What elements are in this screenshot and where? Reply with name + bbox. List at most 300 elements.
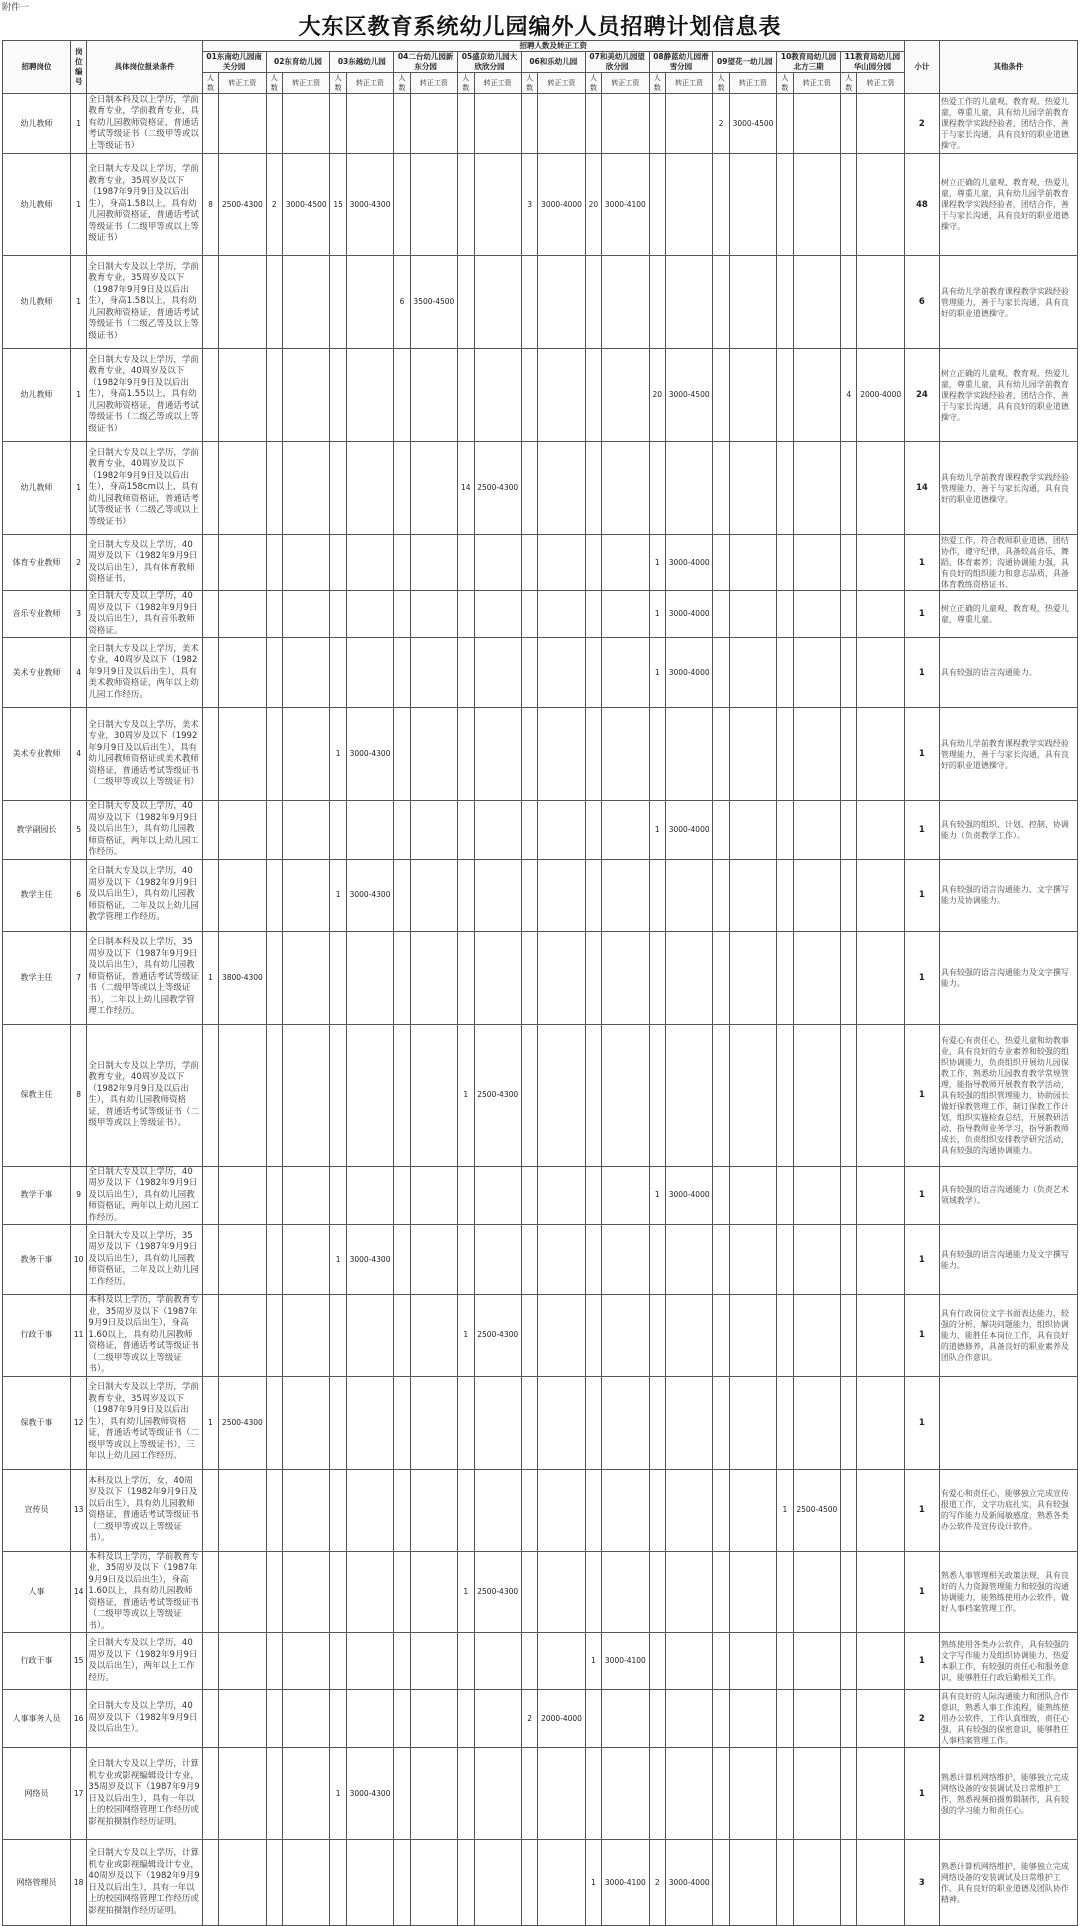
count-cell — [521, 801, 537, 860]
other-cell: 具有幼儿学前教育课程教学实践经验管理能力，善于与家长沟通，具有良好的职业道德操守。 — [939, 708, 1077, 801]
salary-cell — [729, 1024, 776, 1166]
table-row — [3, 1551, 1078, 1633]
salary-cell — [729, 256, 776, 349]
count-cell: 1 — [330, 1225, 346, 1295]
salary-cell — [410, 94, 457, 154]
salary-cell — [410, 442, 457, 535]
subtotal-cell: 1 — [904, 801, 939, 860]
requirements-cell: 全日制大专及以上学历，40周岁及以下（1982年9月9日及以后出生），具有音乐教师资格证。 — [87, 591, 202, 638]
count-cell — [585, 1166, 601, 1225]
salary-cell — [410, 591, 457, 638]
header-salary: 转正工资 — [474, 73, 521, 94]
count-cell — [521, 1748, 537, 1840]
count-cell — [585, 1376, 601, 1469]
count-cell: 1 — [649, 591, 665, 638]
count-cell — [330, 1633, 346, 1690]
count-cell — [458, 1690, 474, 1748]
count-cell — [521, 94, 537, 154]
count-cell — [266, 859, 282, 931]
position-cell: 幼儿教师 — [3, 349, 71, 442]
requirements-cell: 全日制大专及以上学历，美术专业，40周岁及以下（1982年9月9日及以后出生），具有美术教师资格证，两年以上幼儿园工作经历。 — [87, 638, 202, 708]
salary-cell — [793, 1633, 840, 1690]
count-cell — [202, 859, 218, 931]
count-cell — [202, 801, 218, 860]
recruitment-table — [2, 40, 1078, 1926]
subtotal-cell: 1 — [904, 1225, 939, 1295]
salary-cell — [346, 1840, 393, 1926]
count-cell — [330, 1840, 346, 1926]
header-subtotal: 小计 — [904, 41, 939, 94]
salary-cell — [474, 535, 521, 591]
salary-cell — [793, 1690, 840, 1748]
salary-cell — [857, 535, 904, 591]
salary-cell: 3000-4100 — [602, 1840, 649, 1926]
count-cell — [777, 1225, 793, 1295]
salary-cell — [283, 859, 330, 931]
count-cell — [394, 1225, 410, 1295]
salary-cell — [793, 535, 840, 591]
count-cell — [777, 1690, 793, 1748]
count-cell — [521, 535, 537, 591]
salary-cell — [793, 708, 840, 801]
table-row — [3, 708, 1078, 801]
count-cell — [330, 535, 346, 591]
salary-cell — [219, 1748, 266, 1840]
count-cell — [394, 638, 410, 708]
other-cell: 树立正确的儿童观、教育观，热爱儿童，尊重儿童。 — [939, 591, 1077, 638]
requirements-cell: 全日制大专及以上学历，学前教育专业，40周岁及以下（1982年9月9日及以后出生），身高1.55以上，具有幼儿园教师资格证，普通话考试等级证书（二级乙等或以上等级证书） — [87, 349, 202, 442]
salary-cell — [410, 931, 457, 1024]
code-cell: 12 — [70, 1376, 86, 1469]
salary-cell: 3000-4300 — [346, 1225, 393, 1295]
count-cell: 1 — [202, 931, 218, 1024]
salary-cell — [793, 442, 840, 535]
salary-cell — [729, 442, 776, 535]
other-cell: 热爱工作，符合教师职业道德，团结协作，遵守纪律，具备较高音乐、舞蹈、体育素养；沟通协调能力强，具有良好的组织能力和意志品质，具备体育教练资格证书。 — [939, 535, 1077, 591]
code-cell: 5 — [70, 801, 86, 860]
count-cell — [777, 1551, 793, 1633]
salary-cell — [410, 1748, 457, 1840]
header-count: 人数 — [777, 73, 793, 94]
count-cell — [266, 1551, 282, 1633]
salary-cell — [793, 1840, 840, 1926]
count-cell — [841, 1024, 857, 1166]
salary-cell — [219, 1225, 266, 1295]
header-salary: 转正工资 — [219, 73, 266, 94]
other-cell: 有爱心和责任心，能够独立完成宣传报道工作，文字功底扎实，具有较强的写作能力及新闻敏感度，熟悉各类办公软件及宣传设计软件。 — [939, 1469, 1077, 1551]
count-cell — [841, 708, 857, 801]
salary-cell — [729, 1469, 776, 1551]
header-kindergarten: 02东育幼儿园 — [266, 52, 330, 73]
count-cell — [713, 801, 729, 860]
count-cell: 2 — [649, 1840, 665, 1926]
header-count: 人数 — [649, 73, 665, 94]
subtotal-cell: 1 — [904, 591, 939, 638]
count-cell — [841, 1225, 857, 1295]
count-cell — [521, 638, 537, 708]
count-cell — [458, 94, 474, 154]
count-cell — [394, 349, 410, 442]
other-cell: 具有行政岗位文字书面表达能力，较强的分析、解决问题能力，组织协调能力，能胜任本岗位工作，具有良好的道德修养，具备良好的职业素养及团队合作意识。 — [939, 1295, 1077, 1377]
count-cell — [202, 591, 218, 638]
salary-cell: 2500-4300 — [474, 1551, 521, 1633]
salary-cell — [283, 535, 330, 591]
salary-cell — [666, 931, 713, 1024]
count-cell: 2 — [521, 1690, 537, 1748]
salary-cell: 3000-4100 — [602, 154, 649, 256]
table-row — [3, 1024, 1078, 1166]
count-cell — [841, 931, 857, 1024]
requirements-cell: 全日制大专及以上学历，美术专业，30周岁及以下（1992年9月9日及以后出生），具有幼儿园教师资格证或美术教师资格证，普通话考试等级证书（二级甲等或以上等级证书） — [87, 708, 202, 801]
count-cell: 6 — [394, 256, 410, 349]
requirements-cell: 全日制本科及以上学历，学前教育专业，学前教育专业，具有幼儿园教师资格证，普通话考试等级证书（二级甲等或以上等级证书） — [87, 94, 202, 154]
salary-cell — [474, 591, 521, 638]
salary-cell — [793, 1024, 840, 1166]
requirements-cell: 全日制大专及以上学历，学前教育专业，35周岁及以下（1987年9月9日及以后出生），具有幼儿园教师资格证，普通话考试等级证书（二级甲等或以上等级证书），三年以上幼儿园工作经历。 — [87, 1376, 202, 1469]
count-cell: 8 — [202, 154, 218, 256]
salary-cell — [283, 1690, 330, 1748]
salary-cell — [857, 931, 904, 1024]
count-cell — [458, 1166, 474, 1225]
count-cell — [266, 931, 282, 1024]
code-cell: 4 — [70, 638, 86, 708]
salary-cell — [474, 1748, 521, 1840]
salary-cell — [857, 1376, 904, 1469]
salary-cell: 3000-4300 — [346, 859, 393, 931]
count-cell — [458, 349, 474, 442]
salary-cell — [857, 638, 904, 708]
count-cell — [841, 1748, 857, 1840]
count-cell — [585, 1225, 601, 1295]
count-cell — [585, 708, 601, 801]
salary-cell — [283, 1225, 330, 1295]
salary-cell — [793, 1551, 840, 1633]
position-cell: 幼儿教师 — [3, 154, 71, 256]
subtotal-cell: 2 — [904, 94, 939, 154]
salary-cell — [538, 1469, 585, 1551]
count-cell — [713, 1469, 729, 1551]
salary-cell — [666, 708, 713, 801]
salary-cell — [283, 349, 330, 442]
count-cell — [458, 1469, 474, 1551]
code-cell: 15 — [70, 1633, 86, 1690]
salary-cell — [283, 1633, 330, 1690]
count-cell: 1 — [777, 1469, 793, 1551]
salary-cell — [219, 859, 266, 931]
count-cell — [202, 708, 218, 801]
salary-cell: 3000-4000 — [538, 154, 585, 256]
salary-cell — [410, 1376, 457, 1469]
salary-cell — [538, 535, 585, 591]
code-cell: 8 — [70, 1024, 86, 1166]
count-cell — [777, 931, 793, 1024]
count-cell — [330, 1024, 346, 1166]
salary-cell — [410, 859, 457, 931]
salary-cell — [474, 801, 521, 860]
count-cell — [585, 535, 601, 591]
subtotal-cell: 1 — [904, 1551, 939, 1633]
salary-cell — [346, 1295, 393, 1377]
other-cell: 树立正确的儿童观、教育观，热爱儿童，尊重儿童，具有幼儿园学前教育课程教学实践经验者，团结合作，善于与家长沟通，具有良好的职业道德操守。 — [939, 349, 1077, 442]
count-cell — [202, 349, 218, 442]
salary-cell — [474, 638, 521, 708]
salary-cell — [410, 349, 457, 442]
count-cell — [777, 638, 793, 708]
salary-cell — [666, 256, 713, 349]
salary-cell — [219, 1840, 266, 1926]
count-cell — [521, 1166, 537, 1225]
header-count: 人数 — [585, 73, 601, 94]
position-cell: 网络管理员 — [3, 1840, 71, 1926]
other-cell: 具有较强的语言沟通能力。 — [939, 638, 1077, 708]
header-kindergarten: 09望花一幼儿园 — [713, 52, 777, 73]
table-row — [3, 1376, 1078, 1469]
salary-cell: 2500-4300 — [219, 1376, 266, 1469]
count-cell — [841, 1690, 857, 1748]
salary-cell — [283, 1166, 330, 1225]
count-cell — [777, 1748, 793, 1840]
salary-cell — [666, 94, 713, 154]
salary-cell — [729, 1633, 776, 1690]
requirements-cell: 全日制本科及以上学历，35周岁及以下（1987年9月9日及以后出生），具有幼儿园教师资格证，普通话考试等级证书（二级甲等或以上等级证书），二年以上幼儿园教学管理工作经历。 — [87, 931, 202, 1024]
count-cell — [841, 1295, 857, 1377]
count-cell — [713, 1225, 729, 1295]
salary-cell — [729, 638, 776, 708]
count-cell — [458, 931, 474, 1024]
requirements-cell: 全日制大专及以上学历，计算机专业或影视编辑设计专业，40周岁及以下（1982年9月9日及以后出生），具有一年以上的校园网络管理工作经历或影视拍摄制作经历证明。 — [87, 1840, 202, 1926]
count-cell — [394, 1748, 410, 1840]
salary-cell — [346, 256, 393, 349]
count-cell — [266, 1225, 282, 1295]
attachment-label: 附件一 — [2, 3, 30, 13]
salary-cell — [729, 349, 776, 442]
count-cell — [777, 349, 793, 442]
other-cell: 有爱心有责任心，热爱儿童和幼教事业，具有良好的专业素养和较强的组织协调能力，负责组织开展幼儿园保教工作，熟悉幼儿园教育教学常规管理，能指导教师开展教育教学活动，具有较强的组织管理能力，协助园长做好保教管理工作，制订保教工作计划，组织实施检查总结，开展教研活动，指导教师业务学习，指导新教师成长，负责组织安排教学研究活动，具有较强的沟通协调能力。 — [939, 1024, 1077, 1166]
salary-cell — [283, 638, 330, 708]
salary-cell — [474, 1690, 521, 1748]
requirements-cell: 全日制大专及以上学历，学前教育专业，35周岁及以下（1987年9月9日及以后出生），身高1.58以上，具有幼儿园教师资格证，普通话考试等级证书（二级乙等及以上等级证书） — [87, 256, 202, 349]
salary-cell — [793, 859, 840, 931]
count-cell — [266, 1295, 282, 1377]
position-cell: 网络员 — [3, 1748, 71, 1840]
count-cell — [713, 1376, 729, 1469]
salary-cell — [729, 708, 776, 801]
salary-cell — [410, 1633, 457, 1690]
salary-cell — [729, 154, 776, 256]
other-cell: 热爱工作的儿童观、教育观，热爱儿童，尊重儿童，具有幼儿园学前教育课程教学实践经验者，团结合作，善于与家长沟通，具有良好的职业道德操守。 — [939, 94, 1077, 154]
salary-cell — [219, 1633, 266, 1690]
count-cell — [394, 154, 410, 256]
salary-cell — [283, 442, 330, 535]
code-cell: 1 — [70, 256, 86, 349]
count-cell — [394, 801, 410, 860]
salary-cell — [793, 1295, 840, 1377]
subtotal-cell: 1 — [904, 859, 939, 931]
count-cell — [266, 591, 282, 638]
count-cell — [266, 638, 282, 708]
salary-cell — [857, 1840, 904, 1926]
subtotal-cell: 2 — [904, 1690, 939, 1748]
count-cell — [585, 442, 601, 535]
header-kindergarten: 11教育局幼儿园华山园分园 — [841, 52, 905, 73]
header-kindergarten: 05盛京幼儿园大欣欣分园 — [458, 52, 522, 73]
count-cell: 1 — [649, 638, 665, 708]
salary-cell — [602, 1295, 649, 1377]
position-cell: 保教主任 — [3, 1024, 71, 1166]
salary-cell — [729, 1840, 776, 1926]
count-cell — [521, 256, 537, 349]
salary-cell — [538, 94, 585, 154]
salary-cell — [219, 256, 266, 349]
position-cell: 体育专业教师 — [3, 535, 71, 591]
salary-cell — [219, 1551, 266, 1633]
position-cell: 美术专业教师 — [3, 708, 71, 801]
count-cell — [458, 859, 474, 931]
salary-cell — [857, 801, 904, 860]
count-cell — [202, 256, 218, 349]
salary-cell: 2000-4000 — [538, 1690, 585, 1748]
count-cell: 2 — [266, 154, 282, 256]
requirements-cell: 全日制大专及以上学历，学前教育专业，35周岁及以下（1987年9月9日及以后出生），身高1.58以上，具有幼儿园教师资格证，普通话考试等级证书（二级甲等或以上等级证书） — [87, 154, 202, 256]
salary-cell — [219, 94, 266, 154]
count-cell — [458, 591, 474, 638]
other-cell: 具有较强的语言沟通能力（负责艺术领域教学）。 — [939, 1166, 1077, 1225]
salary-cell — [474, 931, 521, 1024]
count-cell — [266, 442, 282, 535]
count-cell — [649, 859, 665, 931]
other-cell: 树立正确的儿童观、教育观，热爱儿童，尊重儿童，具有幼儿园学前教育课程教学实践经验者，团结合作，善于与家长沟通，具有良好的职业道德操守。 — [939, 154, 1077, 256]
count-cell — [330, 349, 346, 442]
salary-cell — [666, 1633, 713, 1690]
count-cell — [330, 1295, 346, 1377]
count-cell: 1 — [458, 1551, 474, 1633]
count-cell — [841, 1633, 857, 1690]
requirements-cell: 全日制大专及以上学历，40周岁及以下（1982年9月9日及以后出生），两年以上工作经历。 — [87, 1633, 202, 1690]
table-row — [3, 859, 1078, 931]
subtotal-cell: 1 — [904, 1295, 939, 1377]
count-cell — [202, 1551, 218, 1633]
salary-cell — [219, 535, 266, 591]
count-cell — [330, 1690, 346, 1748]
salary-cell: 3000-4500 — [283, 154, 330, 256]
salary-cell — [346, 1690, 393, 1748]
count-cell — [394, 591, 410, 638]
count-cell — [713, 1840, 729, 1926]
code-cell: 9 — [70, 1166, 86, 1225]
count-cell — [521, 931, 537, 1024]
salary-cell — [346, 442, 393, 535]
count-cell — [394, 1024, 410, 1166]
subtotal-cell: 1 — [904, 1376, 939, 1469]
salary-cell — [474, 1376, 521, 1469]
count-cell: 1 — [202, 1376, 218, 1469]
count-cell — [394, 1690, 410, 1748]
header-kindergarten: 03东越幼儿园 — [330, 52, 394, 73]
count-cell — [649, 256, 665, 349]
table-row — [3, 1748, 1078, 1840]
salary-cell — [793, 1166, 840, 1225]
other-cell — [939, 1376, 1077, 1469]
subtotal-cell: 24 — [904, 349, 939, 442]
count-cell — [585, 1469, 601, 1551]
count-cell — [777, 256, 793, 349]
salary-cell: 2500-4300 — [219, 154, 266, 256]
salary-cell: 2500-4500 — [793, 1469, 840, 1551]
count-cell — [330, 442, 346, 535]
salary-cell — [666, 1469, 713, 1551]
count-cell — [713, 1295, 729, 1377]
header-count: 人数 — [266, 73, 282, 94]
salary-cell — [219, 638, 266, 708]
salary-cell — [538, 349, 585, 442]
count-cell — [330, 256, 346, 349]
count-cell — [394, 1295, 410, 1377]
salary-cell — [219, 1690, 266, 1748]
count-cell — [585, 859, 601, 931]
count-cell — [394, 1376, 410, 1469]
count-cell — [266, 1840, 282, 1926]
salary-cell — [793, 349, 840, 442]
salary-cell — [602, 801, 649, 860]
count-cell — [713, 1748, 729, 1840]
salary-cell — [729, 1295, 776, 1377]
salary-cell — [602, 1469, 649, 1551]
count-cell — [841, 859, 857, 931]
salary-cell — [666, 859, 713, 931]
salary-cell: 3000-4300 — [346, 1748, 393, 1840]
header-count: 人数 — [521, 73, 537, 94]
salary-cell — [857, 708, 904, 801]
count-cell: 1 — [649, 1166, 665, 1225]
code-cell: 13 — [70, 1469, 86, 1551]
count-cell — [649, 1376, 665, 1469]
table-row — [3, 931, 1078, 1024]
salary-cell — [346, 1376, 393, 1469]
salary-cell — [538, 1295, 585, 1377]
salary-cell: 3000-4000 — [666, 801, 713, 860]
count-cell — [202, 94, 218, 154]
salary-cell — [602, 256, 649, 349]
salary-cell — [666, 1748, 713, 1840]
salary-cell — [410, 1225, 457, 1295]
count-cell — [777, 154, 793, 256]
salary-cell — [283, 1551, 330, 1633]
requirements-cell: 全日制大专及以上学历，计算机专业或影视编辑设计专业，35周岁及以下（1987年9月9日及以后出生），具有一年以上的校园网络管理工作经历或影视拍摄制作经历证明。 — [87, 1748, 202, 1840]
count-cell — [202, 1225, 218, 1295]
salary-cell — [219, 801, 266, 860]
count-cell — [585, 591, 601, 638]
requirements-cell: 本科及以上学历，女，40周岁及以下（1982年9月9日及以后出生），具有幼儿园教师资格证，普通话考试等级证书（二级甲等或以上等级证书）。 — [87, 1469, 202, 1551]
count-cell — [521, 708, 537, 801]
code-cell: 16 — [70, 1690, 86, 1748]
header-salary: 转正工资 — [346, 73, 393, 94]
salary-cell — [729, 1225, 776, 1295]
salary-cell — [410, 1840, 457, 1926]
salary-cell — [729, 591, 776, 638]
count-cell — [458, 1840, 474, 1926]
header-kindergarten: 06和乐幼儿园 — [521, 52, 585, 73]
other-cell: 熟悉计算机网络维护，能够独立完成网络设备的安装调试及日常维护工作，熟悉视频拍摄剪辑制作，具有较强的学习能力和责任心。 — [939, 1748, 1077, 1840]
other-cell: 具有幼儿学前教育课程教学实践经验管理能力，善于与家长沟通，具有良好的职业道德操守。 — [939, 442, 1077, 535]
salary-cell — [793, 1748, 840, 1840]
salary-cell — [410, 1469, 457, 1551]
requirements-cell: 本科及以上学历，学前教育专业，35周岁及以下（1987年9月9日及以后出生），身高1.60以上，具有幼儿园教师资格证，普通话考试等级证书（二级甲等或以上等级证书）。 — [87, 1295, 202, 1377]
count-cell — [266, 708, 282, 801]
salary-cell — [346, 1024, 393, 1166]
salary-cell — [666, 1690, 713, 1748]
salary-cell — [602, 591, 649, 638]
count-cell: 1 — [330, 859, 346, 931]
